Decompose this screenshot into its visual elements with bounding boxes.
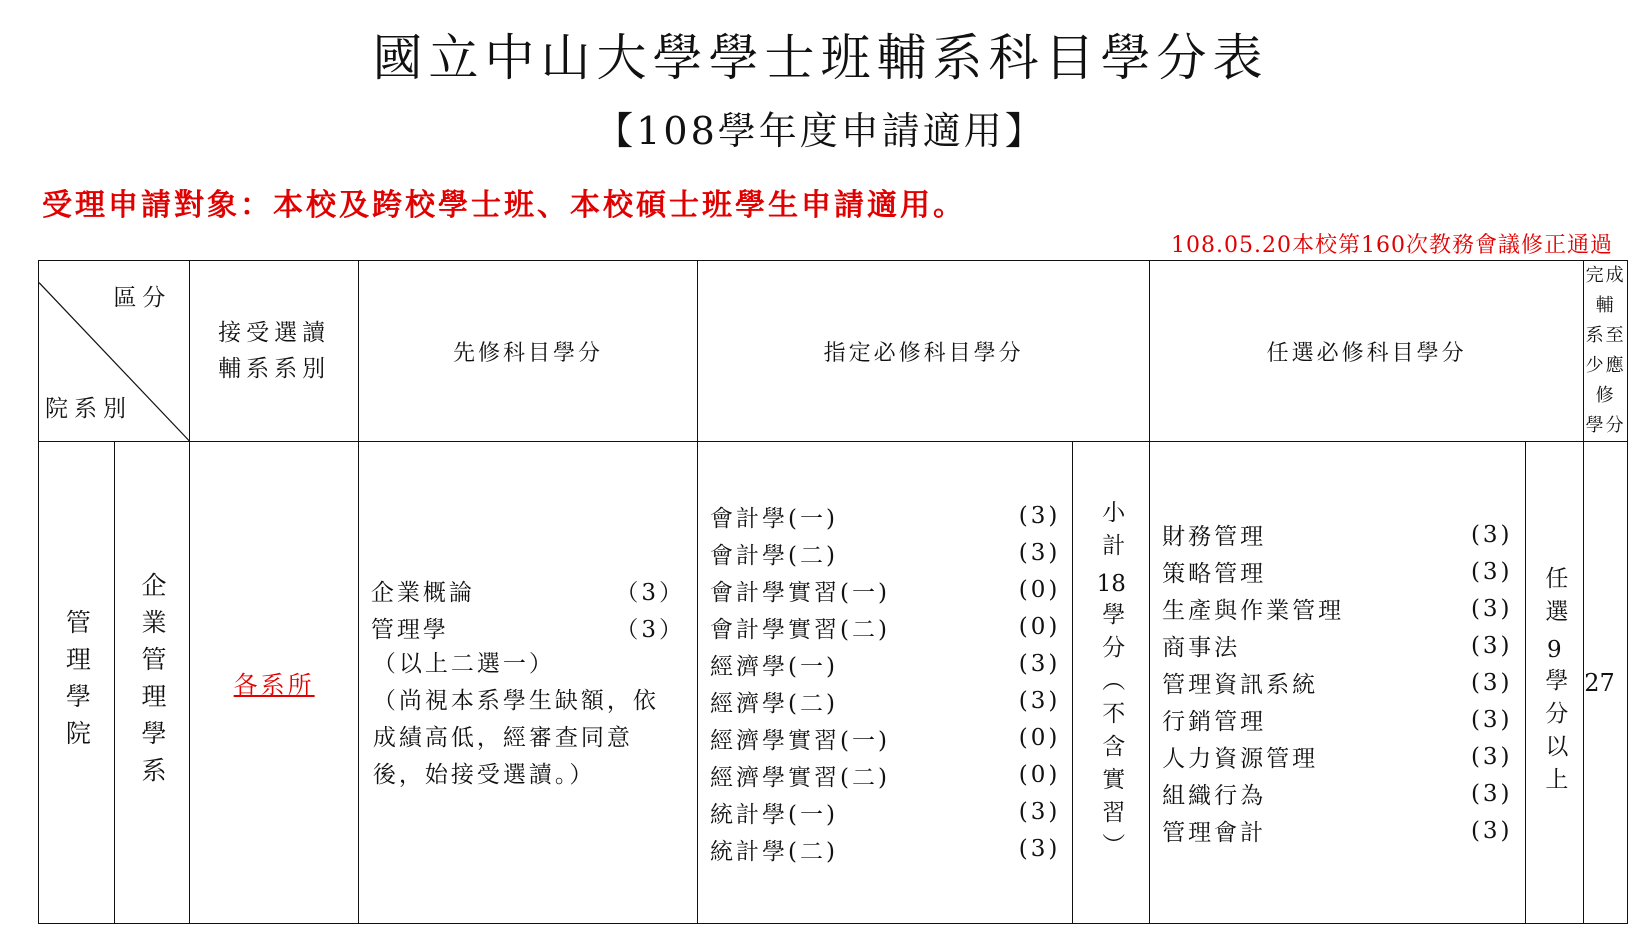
- header-category-label: 區分: [113, 285, 172, 311]
- course-credit: (3): [1470, 558, 1513, 585]
- prereq-course-row: [371, 609, 685, 646]
- elective-minimum-label: 任選: [1541, 565, 1568, 632]
- required-subtotal-label: 小計: [1098, 499, 1125, 566]
- revision-note: 108.05.20本校第160次教務會議修正通過: [1171, 233, 1613, 258]
- course-credit: (0): [1018, 725, 1061, 751]
- course-name: 會計學(二): [710, 542, 838, 569]
- course-name: 管理學: [370, 616, 449, 643]
- required-course-row: [710, 683, 1060, 720]
- course-credit: (0): [1018, 577, 1061, 603]
- elective-course-row: [1162, 553, 1512, 590]
- table-header-row: [39, 261, 1628, 442]
- course-credit: (3): [1470, 632, 1513, 659]
- required-course-row: [710, 794, 1060, 831]
- header-accept-cell: [190, 261, 358, 442]
- elective-courses-cell: [1150, 442, 1525, 924]
- elective-course-row: [1162, 516, 1512, 553]
- header-complete-l1: 完成輔: [1585, 265, 1626, 316]
- credit-table: [38, 260, 1628, 924]
- accept-departments-link[interactable]: 各系所: [233, 671, 315, 699]
- department-name: 企業管理學系: [138, 571, 168, 794]
- required-course-list: [698, 498, 1072, 868]
- course-credit: (3): [1018, 836, 1061, 862]
- elective-course-list: [1150, 516, 1524, 849]
- course-credit: (3): [1470, 780, 1513, 807]
- course-name: 經濟學(一): [710, 653, 838, 680]
- required-subtotal-unit: 學分（不含實習）: [1098, 601, 1125, 866]
- course-name: 策略管理: [1162, 561, 1267, 587]
- header-accept-line2: 輔系系別: [218, 356, 331, 382]
- document-title: 國立中山大學學士班輔系科目學分表: [372, 29, 1269, 87]
- required-subtotal-cell: [1073, 442, 1150, 924]
- course-credit: （3）: [615, 579, 685, 606]
- course-credit: (3): [1470, 669, 1513, 696]
- course-credit: (3): [1018, 651, 1061, 677]
- course-name: 經濟學實習(一): [710, 727, 890, 754]
- required-courses-cell: [698, 442, 1073, 924]
- prereq-list: [359, 572, 697, 646]
- accept-cell: [190, 442, 358, 924]
- header-complete-l4: 學分: [1585, 415, 1626, 436]
- course-name: 人力資源管理: [1162, 746, 1319, 772]
- header-required: 指定必修科目學分: [698, 261, 1150, 442]
- course-credit: (3): [1470, 743, 1513, 770]
- elective-minimum-unit: 學分以上: [1541, 667, 1568, 800]
- college-name: 管理學院: [62, 608, 92, 757]
- course-name: 統計學(一): [710, 801, 838, 828]
- course-credit: (0): [1018, 614, 1061, 640]
- course-credit: (3): [1018, 688, 1061, 714]
- elective-course-row: [1162, 812, 1512, 849]
- header-prereq: 先修科目學分: [358, 261, 697, 442]
- header-complete-l2: 系至: [1585, 325, 1626, 346]
- header-complete-l3: 少應修: [1585, 355, 1626, 406]
- required-course-row: [710, 720, 1060, 757]
- header-accept-line1: 接受選讀: [218, 320, 331, 346]
- course-name: 經濟學(二): [710, 690, 838, 717]
- elective-course-row: [1162, 701, 1512, 738]
- required-course-row: [710, 498, 1060, 535]
- prereq-cell: [358, 442, 697, 924]
- header-elective: 任選必修科目學分: [1150, 261, 1584, 442]
- course-credit: （3）: [615, 616, 685, 643]
- elective-course-row: [1162, 738, 1512, 775]
- course-name: 統計學(二): [710, 838, 838, 865]
- course-name: 管理資訊系統: [1162, 672, 1319, 698]
- elective-course-row: [1162, 664, 1512, 701]
- course-credit: (3): [1470, 595, 1513, 622]
- course-credit: (3): [1018, 540, 1061, 566]
- course-credit: (3): [1018, 799, 1061, 825]
- course-credit: (0): [1018, 762, 1061, 788]
- department-cell: [114, 442, 190, 924]
- header-diagonal-cell: [39, 261, 190, 442]
- course-name: 行銷管理: [1162, 709, 1267, 735]
- course-credit: (3): [1470, 521, 1513, 548]
- elective-course-row: [1162, 775, 1512, 812]
- course-credit: (3): [1018, 503, 1061, 529]
- document-subtitle: 【108學年度申請適用】: [595, 109, 1046, 153]
- elective-course-row: [1162, 627, 1512, 664]
- prereq-course-row: [371, 572, 685, 609]
- course-name: 企業概論: [370, 579, 475, 606]
- elective-minimum-cell: [1525, 442, 1584, 924]
- elective-course-row: [1162, 590, 1512, 627]
- prereq-note-choose: （以上二選一）: [372, 650, 555, 677]
- course-name: 組織行為: [1162, 783, 1267, 809]
- required-subtotal-number: 18: [1096, 570, 1126, 597]
- total-credits: 27: [1584, 442, 1628, 924]
- header-department-label: 院系別: [45, 396, 132, 422]
- course-credit: (3): [1470, 706, 1513, 733]
- required-course-row: [710, 535, 1060, 572]
- required-course-row: [710, 609, 1060, 646]
- course-name: 經濟學實習(二): [710, 764, 890, 791]
- elective-minimum-number: 9: [1547, 636, 1562, 663]
- course-name: 管理會計: [1162, 820, 1267, 846]
- required-course-row: [710, 757, 1060, 794]
- application-notice: 受理申請對象：本校及跨校學士班、本校碩士班學生申請適用。: [42, 188, 966, 223]
- course-name: 財務管理: [1162, 524, 1267, 550]
- header-complete-cell: [1584, 261, 1628, 442]
- required-course-row: [710, 646, 1060, 683]
- college-cell: [39, 442, 115, 924]
- table-row: [39, 442, 1628, 924]
- course-credit: (3): [1470, 817, 1513, 844]
- required-course-row: [710, 572, 1060, 609]
- course-name: 生產與作業管理: [1162, 598, 1345, 624]
- course-name: 會計學實習(二): [710, 616, 890, 643]
- course-name: 會計學(一): [710, 505, 838, 532]
- required-course-row: [710, 831, 1060, 868]
- course-name: 商事法: [1162, 635, 1241, 661]
- course-name: 會計學實習(一): [710, 579, 890, 606]
- prereq-note-review: （尚視本系學生缺額，依成績高低，經審查同意後，始接受選讀。）: [372, 687, 659, 788]
